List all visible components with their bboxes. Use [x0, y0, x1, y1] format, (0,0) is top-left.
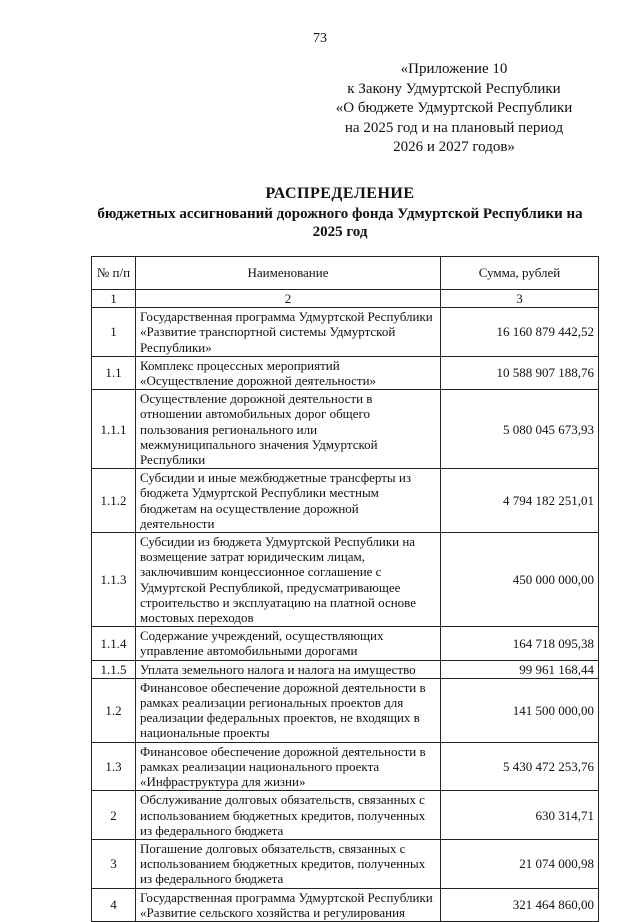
- row-sum: 21 074 000,98: [441, 839, 599, 888]
- row-sum: 5 080 045 673,93: [441, 390, 599, 469]
- row-sum: 630 314,71: [441, 791, 599, 840]
- table-header-row: [92, 257, 599, 290]
- row-number: 4: [92, 888, 136, 921]
- column-number: 1: [92, 290, 136, 308]
- row-name: Государственная программа Удмуртской Республики «Развитие транспортной системы Удмуртской Республики»: [136, 308, 441, 357]
- row-number: 1.1.3: [92, 533, 136, 627]
- document-title: РАСПРЕДЕЛЕНИЕ: [265, 185, 415, 202]
- row-name: Субсидии из бюджета Удмуртской Республики на возмещение затрат юридическим лицам, заключившим концессионное соглашение с Удмуртской Республикой, предусматривающее строительство и эксплуатацию на платной основе мостовых переходов: [136, 533, 441, 627]
- appendix-line: к Закону Удмуртской Республики: [347, 80, 561, 97]
- column-number: 3: [441, 290, 599, 308]
- row-sum: 450 000 000,00: [441, 533, 599, 627]
- page-number: 73: [313, 31, 327, 46]
- row-name: Государственная программа Удмуртской Республики «Развитие сельского хозяйства и регулирования: [136, 888, 441, 921]
- row-name: Погашение долговых обязательств, связанных с использованием бюджетных кредитов, полученных из федерального бюджета: [136, 839, 441, 888]
- row-name: Осуществление дорожной деятельности в отношении автомобильных дорог общего пользования регионального или межмуниципального значения Удмуртской Республики: [136, 390, 441, 469]
- appendix-line: «Приложение 10: [400, 61, 508, 77]
- row-sum: 164 718 095,38: [441, 627, 599, 660]
- row-number: 1.1.2: [92, 469, 136, 533]
- row-name: Финансовое обеспечение дорожной деятельности в рамках реализации национального проекта «Инфраструктура для жизни»: [136, 742, 441, 791]
- table-row: [92, 356, 599, 389]
- appendix-line: «О бюджете Удмуртской Республики: [335, 100, 573, 116]
- document-subtitle: бюджетных ассигнований дорожного фонда Удмуртской Республики на 2025 год: [97, 206, 583, 240]
- table-row: [92, 839, 599, 888]
- row-number: 1.1: [92, 356, 136, 389]
- header-name: Наименование: [136, 257, 441, 290]
- table-row: [92, 678, 599, 742]
- row-number: 1.1.5: [92, 660, 136, 678]
- row-number: 1.1.4: [92, 627, 136, 660]
- row-name: Содержание учреждений, осуществляющих управление автомобильными дорогами: [136, 627, 441, 660]
- row-number: 1.2: [92, 678, 136, 742]
- row-name: Комплекс процессных мероприятий «Осуществление дорожной деятельности»: [136, 356, 441, 389]
- table-row: [92, 308, 599, 357]
- row-name: Субсидии и иные межбюджетные трансферты из бюджета Удмуртской Республики местным бюджетам на осуществление дорожной деятельности: [136, 469, 441, 533]
- appendix-line: 2026 и 2027 годов»: [393, 139, 515, 155]
- appendix-heading: [330, 60, 578, 158]
- budget-table: [91, 256, 599, 922]
- row-sum: 10 588 907 188,76: [441, 356, 599, 389]
- row-sum: 5 430 472 253,76: [441, 742, 599, 791]
- row-sum: 99 961 168,44: [441, 660, 599, 678]
- row-sum: 4 794 182 251,01: [441, 469, 599, 533]
- row-sum: 141 500 000,00: [441, 678, 599, 742]
- table-row: [92, 627, 599, 660]
- table-row: [92, 533, 599, 627]
- table-row: [92, 791, 599, 840]
- row-number: 1.1.1: [92, 390, 136, 469]
- row-number: 1.3: [92, 742, 136, 791]
- column-number: 2: [136, 290, 441, 308]
- row-sum: 321 464 860,00: [441, 888, 599, 921]
- appendix-line: на 2025 год и на плановый период: [344, 119, 564, 136]
- table-row: [92, 390, 599, 469]
- row-name: Уплата земельного налога и налога на имущество: [136, 660, 441, 678]
- table-row: [92, 469, 599, 533]
- header-number: № п/п: [92, 257, 136, 290]
- table-row: [92, 742, 599, 791]
- row-name: Финансовое обеспечение дорожной деятельности в рамках реализации региональных проектов для реализации федеральных проектов, не входящих в национальные проекты: [136, 678, 441, 742]
- row-number: 3: [92, 839, 136, 888]
- row-number: 2: [92, 791, 136, 840]
- column-number-row: [92, 290, 599, 308]
- row-number: 1: [92, 308, 136, 357]
- table-row: [92, 660, 599, 678]
- row-sum: 16 160 879 442,52: [441, 308, 599, 357]
- header-sum: Сумма, рублей: [441, 257, 599, 290]
- row-name: Обслуживание долговых обязательств, связанных с использованием бюджетных кредитов, полученных из федерального бюджета: [136, 791, 441, 840]
